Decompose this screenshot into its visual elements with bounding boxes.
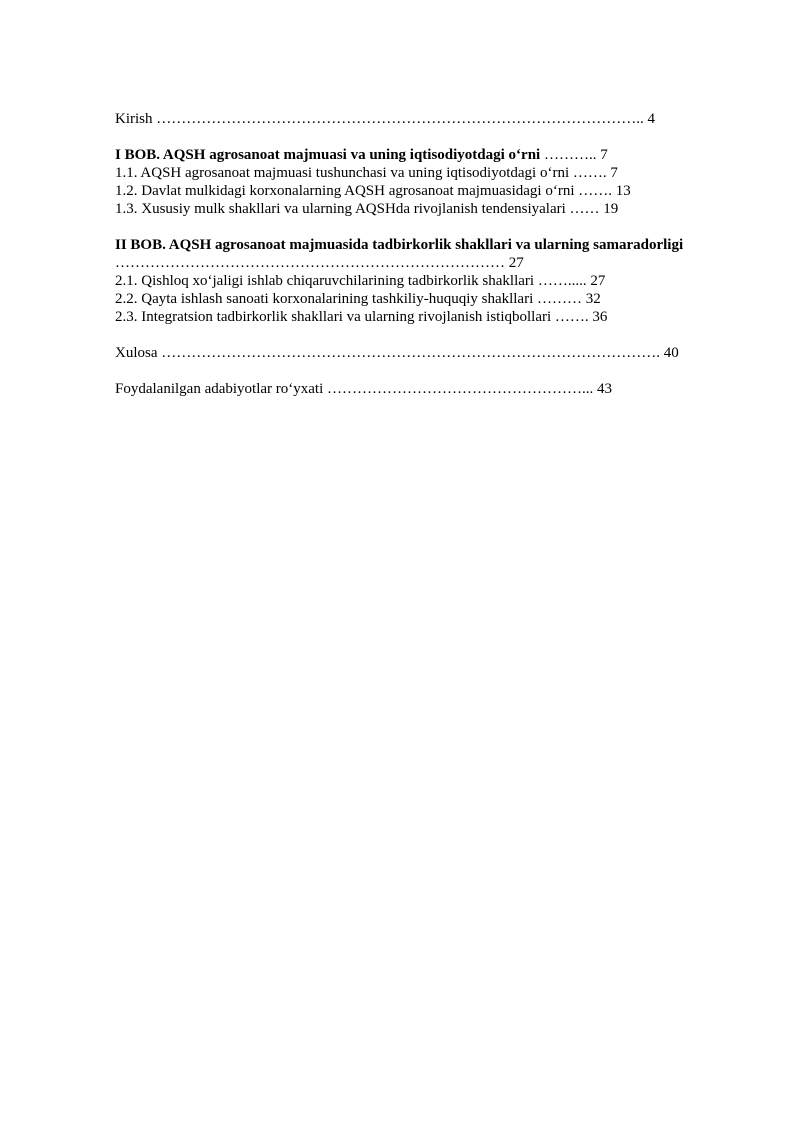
spacer bbox=[115, 326, 735, 344]
spacer bbox=[115, 362, 735, 380]
chapter-1-title: I BOB. AQSH agrosanoat majmuasi va uning iqtisodiyotdagi o‘rni bbox=[115, 147, 541, 163]
toc-entry-2-1: 2.1. Qishloq xo‘jaligi ishlab chiqaruvchilarining tadbirkorlik shakllari ……..... 27 bbox=[115, 273, 606, 289]
chapter-2-page-leader: …………………………………………………………………… 27 bbox=[115, 255, 524, 271]
toc-entry-2-3: 2.3. Integratsion tadbirkorlik shakllari va ularning rivojlanish istiqbollari ……. 36 bbox=[115, 309, 608, 325]
chapter-1-page-leader: ……….. 7 bbox=[540, 147, 608, 163]
toc-entry-references: Foydalanilgan adabiyotlar ro‘yxati ……………………………………………... 43 bbox=[115, 381, 613, 397]
toc-chapter-1-heading bbox=[115, 146, 735, 164]
toc-entry-conclusion: Xulosa ………………………………………………………………………………………. 40 bbox=[115, 345, 679, 361]
toc-entry-intro: Kirish …………………………………………………………………………………….. 4 bbox=[115, 111, 655, 127]
toc-entry-1-1: 1.1. AQSH agrosanoat majmuasi tushunchasi va uning iqtisodiyotdagi o‘rni ……. 7 bbox=[115, 165, 618, 181]
table-of-contents bbox=[115, 110, 735, 398]
toc-entry-1-2: 1.2. Davlat mulkidagi korxonalarning AQSH agrosanoat majmuasidagi o‘rni ……. 13 bbox=[115, 183, 631, 199]
spacer bbox=[115, 128, 735, 146]
toc-entry-1-3: 1.3. Xususiy mulk shakllari va ularning AQSHda rivojlanish tendensiyalari …… 19 bbox=[115, 201, 619, 217]
spacer bbox=[115, 218, 735, 236]
chapter-2-title: II BOB. AQSH agrosanoat majmuasida tadbirkorlik shakllari va ularning samaradorligi bbox=[115, 237, 684, 253]
toc-entry-2-2: 2.2. Qayta ishlash sanoati korxonalarining tashkiliy-huquqiy shakllari ……… 32 bbox=[115, 291, 601, 307]
